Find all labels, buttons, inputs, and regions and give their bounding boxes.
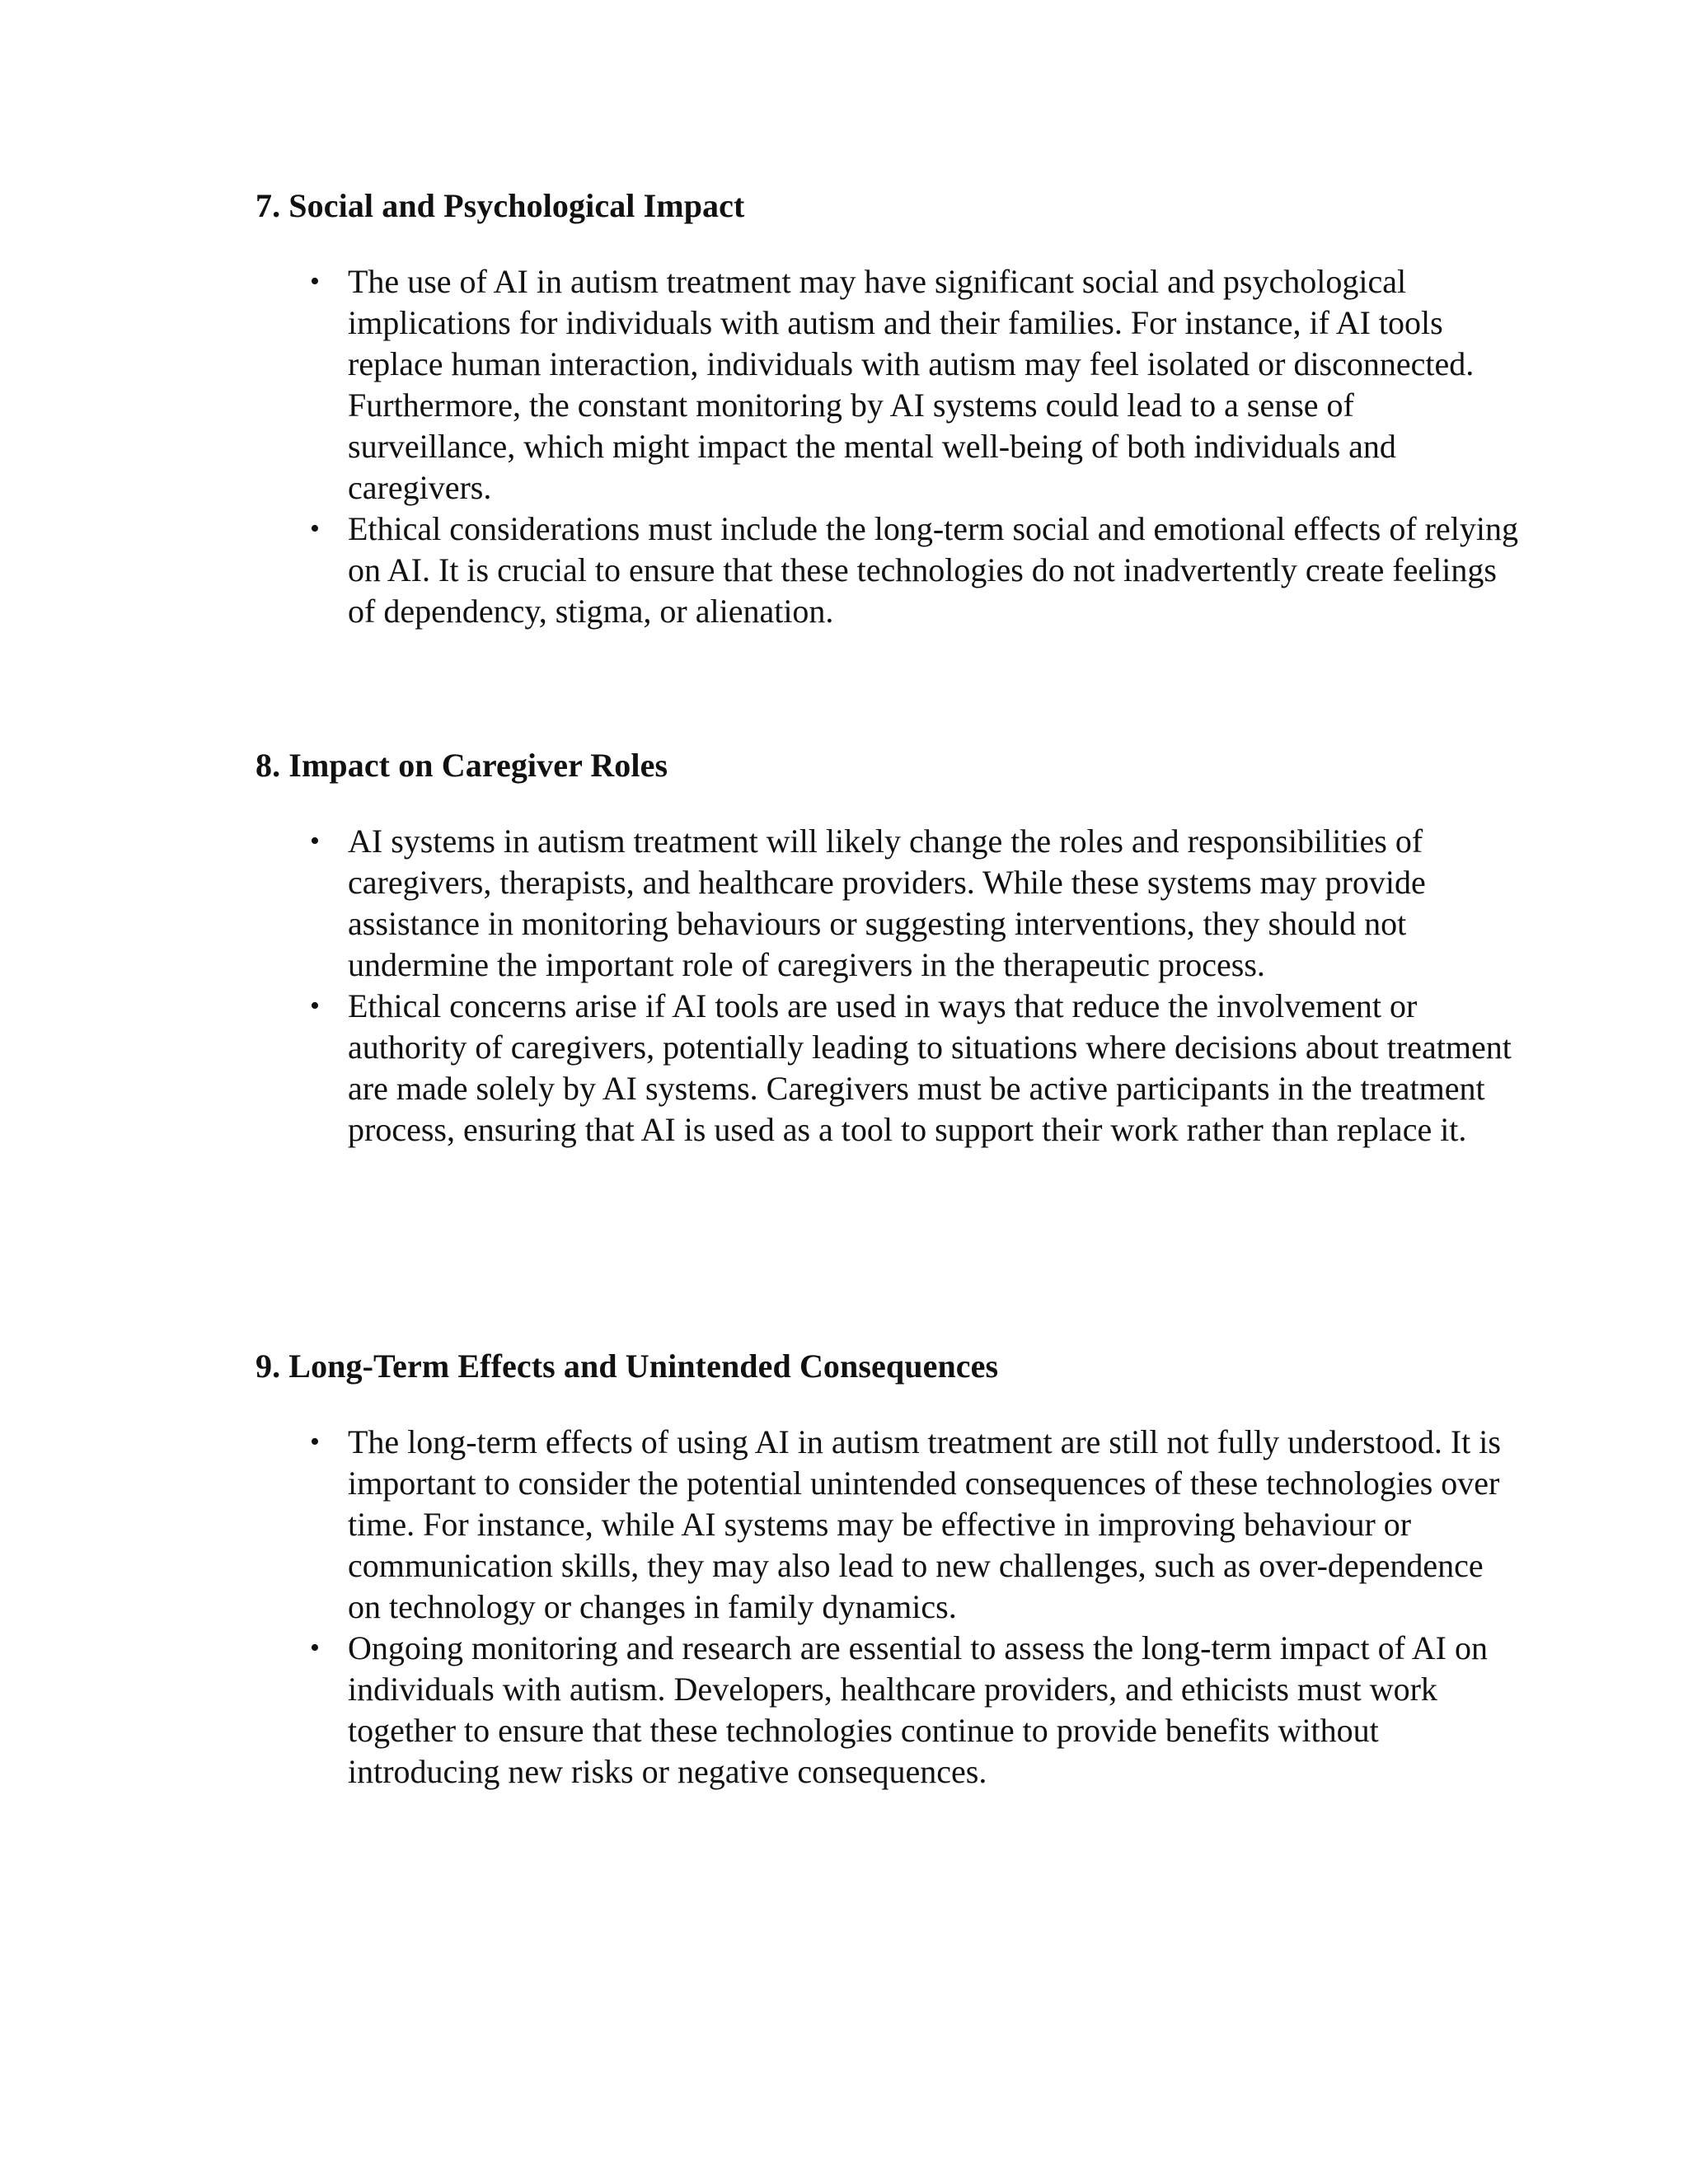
- bullet-item: [256, 509, 1518, 632]
- bullet-icon: •: [310, 513, 320, 544]
- bullet-text: The use of AI in autism treatment may have significant social and psychological implications for individuals with autism and their families. For instance, if AI tools replace human interaction, individuals with autism may feel isolated or disconnected. Furthermore, the constant monitoring by AI systems could lead to a sense of surveillance, which might impact the mental well-being of both individuals and caregivers.: [348, 263, 1475, 506]
- bullet-list: [256, 1422, 1501, 1793]
- bullet-text: The long-term effects of using AI in autism treatment are still not fully understood. It is important to consider the potential unintended consequences of these technologies over time. For instance, while AI systems may be effective in improving behaviour or communication skills, they may also lead to new challenges, such as over-dependence on technology or changes in family dynamics.: [348, 1423, 1501, 1625]
- bullet-item: [256, 1628, 1518, 1793]
- bullet-item: [256, 821, 1518, 986]
- bullet-icon: •: [310, 1427, 320, 1457]
- bullet-icon: •: [310, 991, 320, 1021]
- section-heading: 7. Social and Psychological Impact: [256, 187, 745, 224]
- bullet-icon: •: [310, 1633, 320, 1663]
- bullet-text: Ethical concerns arise if AI tools are used in ways that reduce the involvement or authority of caregivers, potentially leading to situations where decisions about treatment are made solely by AI systems. Caregivers must be active participants in the treatment process, ensuring that AI is used as a tool to support their work rather than replace it.: [348, 987, 1512, 1148]
- section-heading: 9. Long-Term Effects and Unintended Consequences: [256, 1347, 999, 1385]
- bullet-text: AI systems in autism treatment will likely change the roles and responsibilities of caregivers, therapists, and healthcare providers. While these systems may provide assistance in monitoring behaviours or suggesting interventions, they should not undermine the important role of caregivers in the therapeutic process.: [348, 823, 1426, 983]
- section-social-psychological-impact: [256, 185, 1518, 632]
- bullet-icon: •: [310, 266, 320, 297]
- bullet-list: [256, 821, 1512, 1151]
- bullet-item: [256, 1422, 1518, 1628]
- bullet-item: [256, 261, 1518, 509]
- section-caregiver-roles: [256, 745, 1512, 1151]
- bullet-item: [256, 986, 1518, 1151]
- bullet-text: Ongoing monitoring and research are essential to assess the long-term impact of AI on individuals with autism. Developers, healthcare providers, and ethicists must work together to ensure that these technologies continue to provide benefits without introducing new risks or negative consequences.: [348, 1629, 1488, 1790]
- bullet-text: Ethical considerations must include the long-term social and emotional effects of relying on AI. It is crucial to ensure that these technologies do not inadvertently create feelings of dependency, stigma, or alienation.: [348, 510, 1518, 630]
- bullet-list: [256, 261, 1518, 632]
- bullet-icon: •: [310, 826, 320, 856]
- section-heading: 8. Impact on Caregiver Roles: [256, 747, 668, 784]
- section-long-term-effects: [256, 1346, 1501, 1793]
